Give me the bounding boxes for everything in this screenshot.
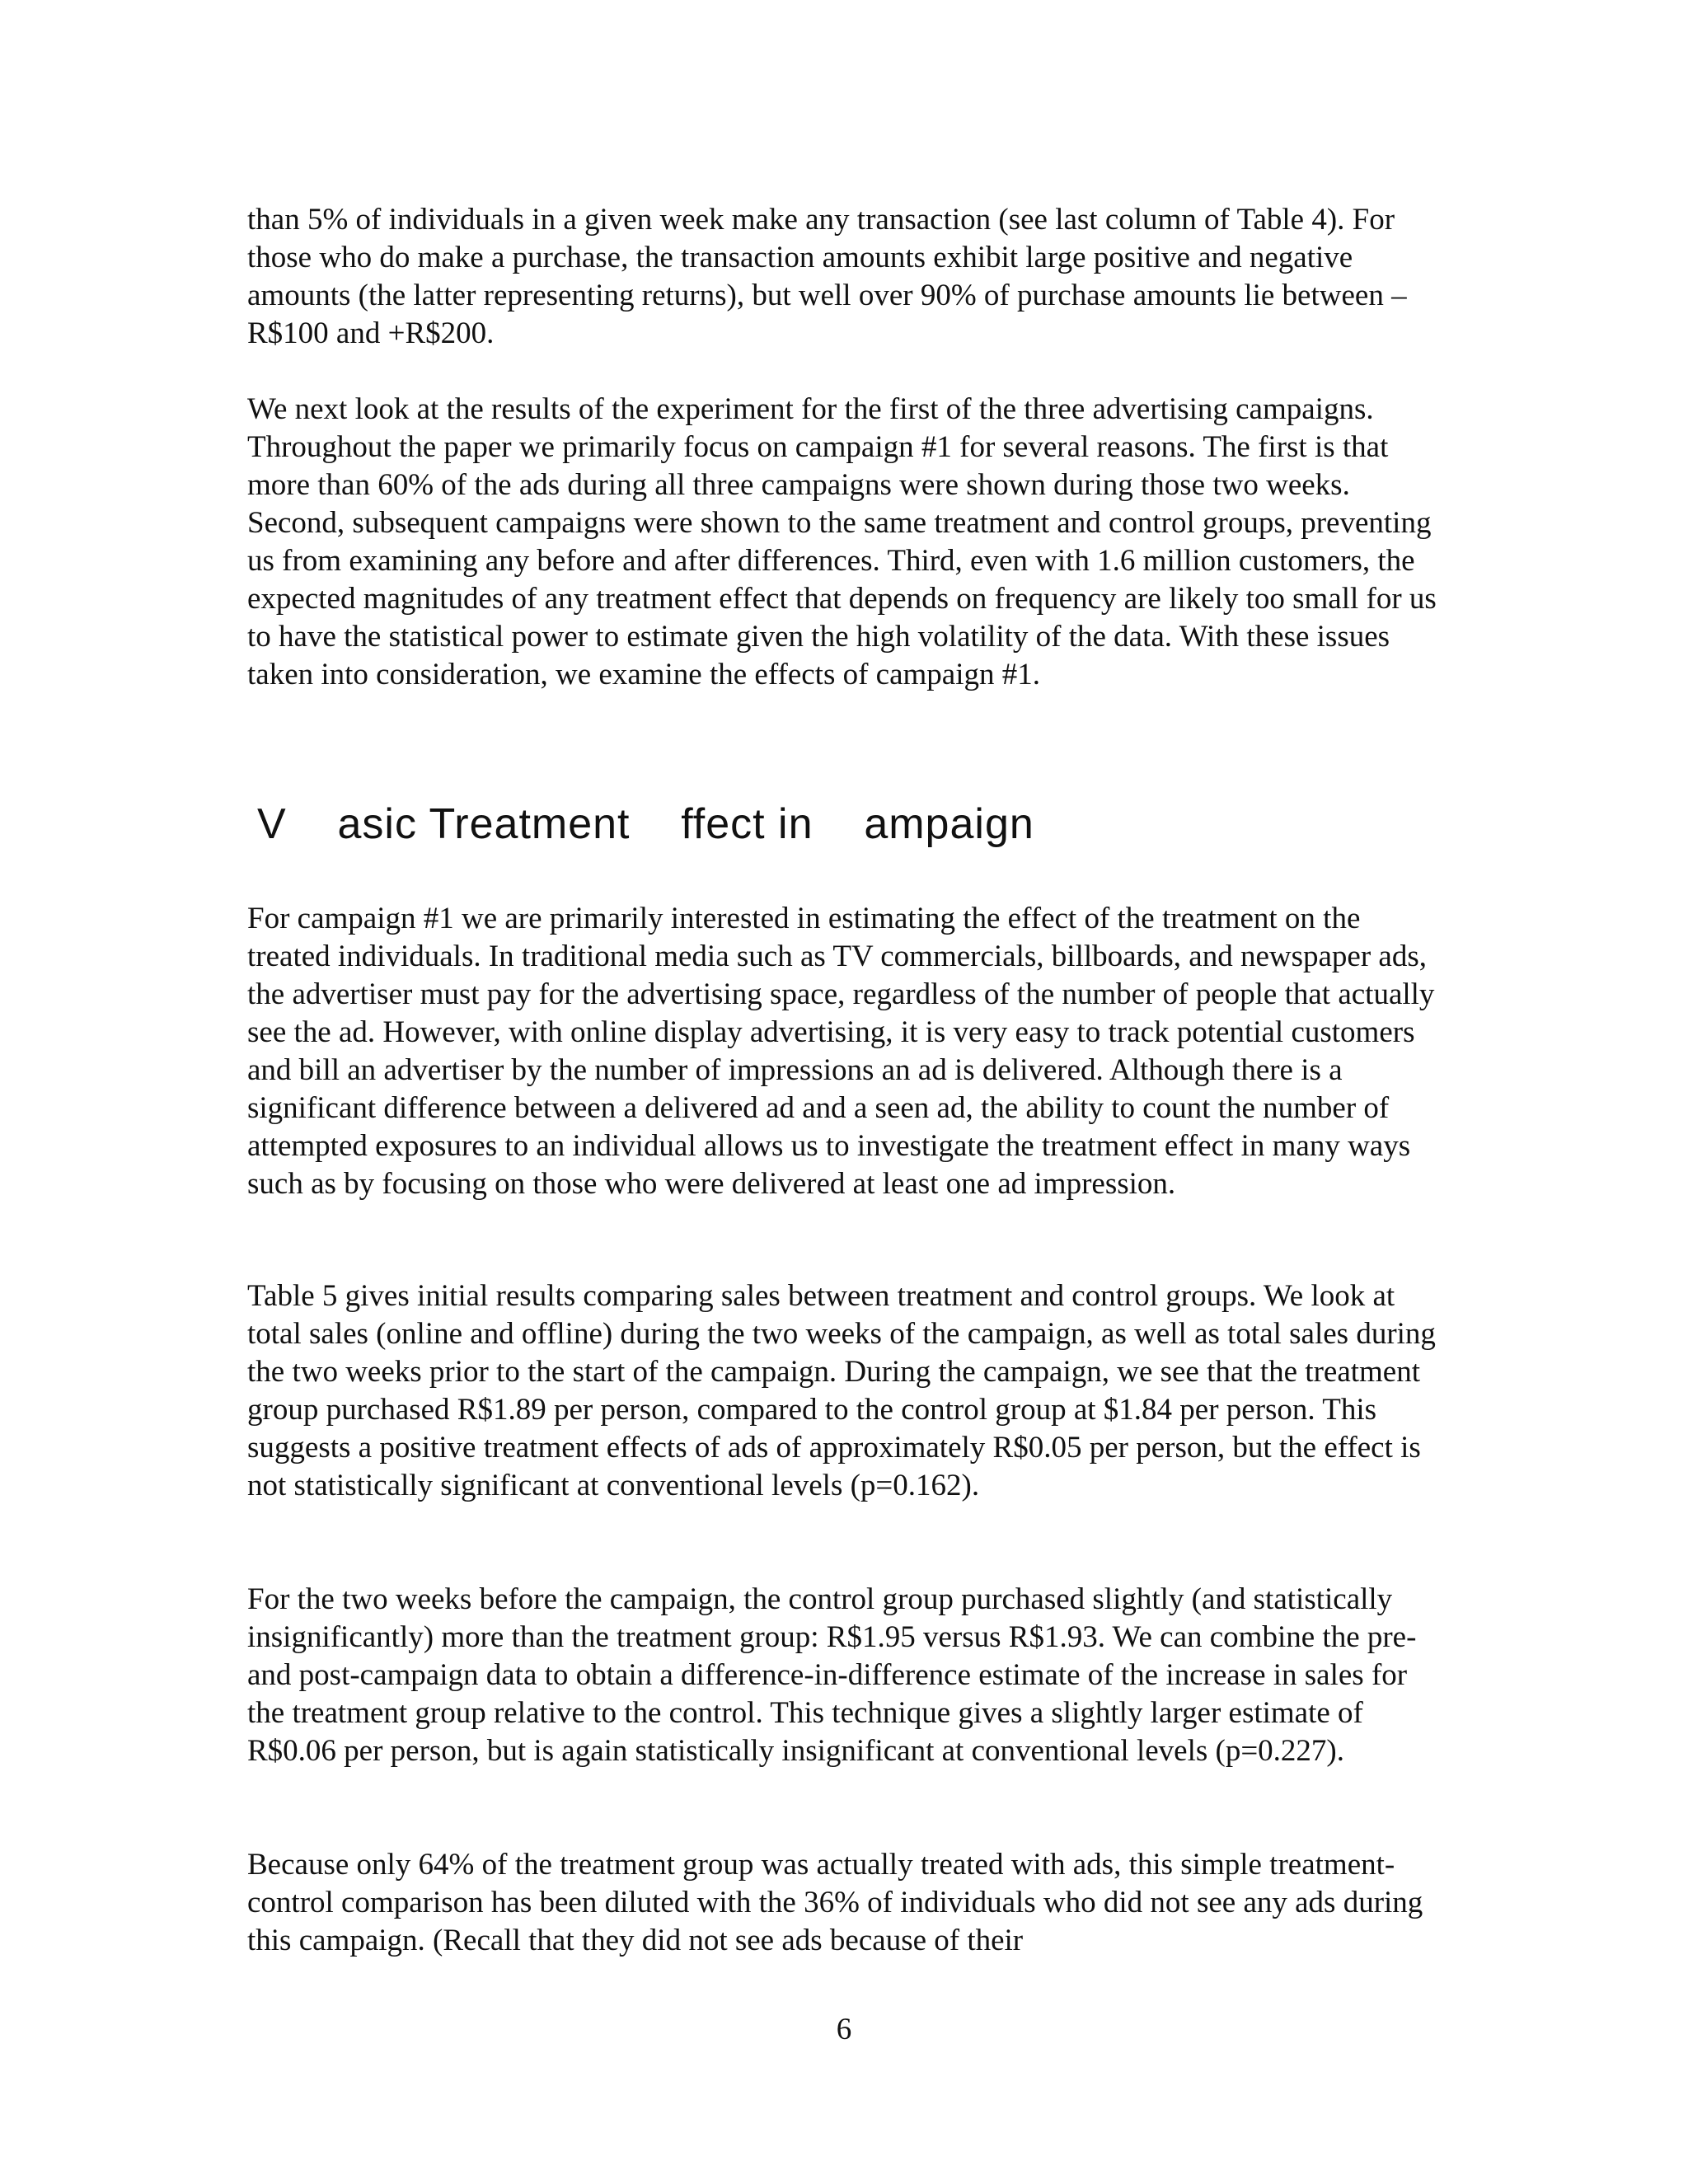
section-heading: V asic Treatment ffect in ampaign: [257, 800, 1034, 848]
paragraph-pre-campaign: For the two weeks before the campaign, the control group purchased slightly (and statistically insignificantly) more than the treatment group: R$1.95 versus R$1.93. We can combine the pre- and post-campaign data to obtain a difference-in-difference estimate of the increase in sales for the treatment group relative to the control. This technique gives a slightly larger estimate of R$0.06 per person, but is again statistically insignificant at conventional levels (p=0.227).: [247, 1582, 1417, 1768]
paragraph-transaction-amounts: than 5% of individuals in a given week make any transaction (see last column of Table 4). For those who do make a purchase, the transaction amounts exhibit large positive and negative amounts (the latter representing returns), but well over 90% of purchase amounts lie between –R$100 and +R$200.: [247, 203, 1407, 350]
paragraph-dilution: Because only 64% of the treatment group was actually treated with ads, this simple treatment-control comparison has been diluted with the 36% of individuals who did not see any ads during this campaign. (Recall that they did not see ads because of their: [247, 1848, 1423, 1957]
paragraph-treatment-effect: For campaign #1 we are primarily interested in estimating the effect of the treatment on the treated individuals. In traditional media such as TV commercials, billboards, and newspaper ads, the advertiser must pay for the advertising space, regardless of the number of people that actually see the ad. However, with online display advertising, it is very easy to track potential customers and bill an advertiser by the number of impressions an ad is delivered. Although there is a significant difference between a delivered ad and a seen ad, the ability to count the number of attempted exposures to an individual allows us to investigate the treatment effect in many ways such as by focusing on those who were delivered at least one ad impression.: [247, 902, 1435, 1201]
paragraph-campaign-focus: We next look at the results of the experiment for the first of the three advertising campaigns. Throughout the paper we primarily focus on campaign #1 for several reasons. The first is that more than 60% of the ads during all three campaigns were shown during those two weeks. Second, subsequent campaigns were shown to the same treatment and control groups, preventing us from examining any before and after differences. Third, even with 1.6 million customers, the expected magnitudes of any treatment effect that depends on frequency are likely too small for us to have the statistical power to estimate given the high volatility of the data. With these issues taken into consideration, we examine the effects of campaign #1.: [247, 392, 1437, 691]
paragraph-table-5-results: Table 5 gives initial results comparing sales between treatment and control groups. We look at total sales (online and offline) during the two weeks of the campaign, as well as total sales during the two weeks prior to the start of the campaign. During the campaign, we see that the treatment group purchased R$1.89 per person, compared to the control group at $1.84 per person. This suggests a positive treatment effects of ads of approximately R$0.05 per person, but the effect is not statistically significant at conventional levels (p=0.162).: [247, 1279, 1436, 1502]
page-number: 6: [836, 2013, 852, 2046]
